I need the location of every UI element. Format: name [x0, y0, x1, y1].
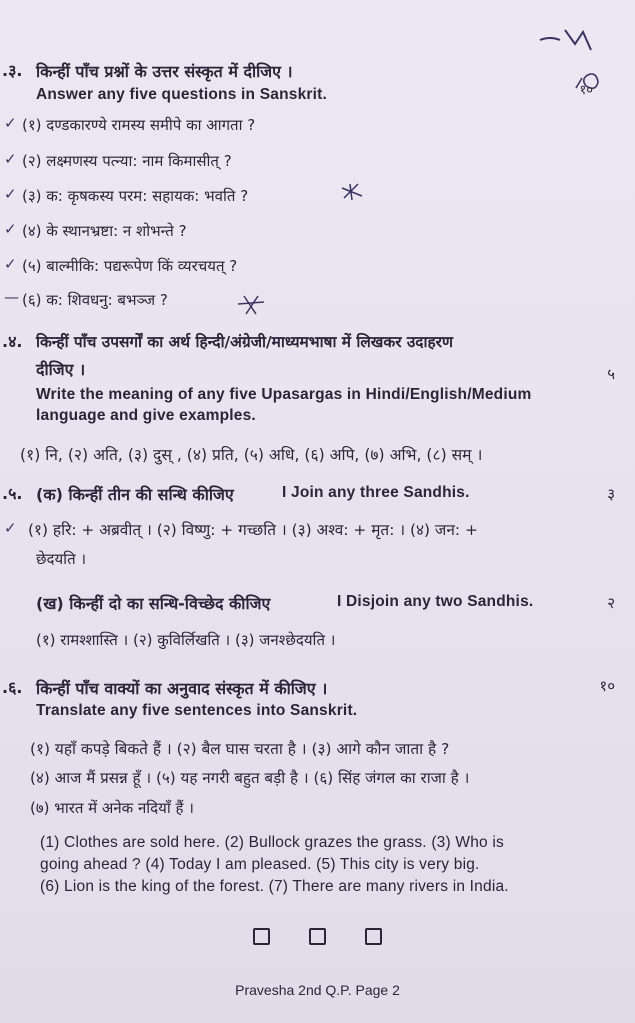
page-footer: Pravesha 2nd Q.P. Page 2 [235, 982, 400, 998]
q6-hindi-sentences-line2: (४) आज मैं प्रसन्न हूँ । (५) यह नगरी बहुत बड़ी है । (६) सिंह जंगल का राजा है । [30, 769, 470, 787]
q3-item-6: (६) क: शिवधनु: बभञ्ज ? [22, 291, 168, 309]
q3-instruction-english: Answer any five questions in Sanskrit. [36, 86, 327, 103]
q6-marks: १० [599, 677, 615, 695]
tick-mark: ✓ [4, 519, 17, 537]
q5b-instruction-hindi: (ख) किन्हीं दो का सन्धि-विच्छेद कीजिए [36, 594, 271, 613]
q3-item-4: (४) के स्थानभ्रष्टा: न शोभन्ते ? [22, 222, 187, 240]
square-icon [309, 928, 326, 945]
q4-number: .४. [2, 332, 23, 351]
q6-instruction-hindi: किन्हीं पाँच वाक्यों का अनुवाद संस्कृत में कीजिए । [36, 679, 328, 698]
tick-mark: ✓ [4, 114, 17, 132]
handwritten-mark-top-right [535, 22, 605, 62]
q6-english-sentences-line1: (1) Clothes are sold here. (2) Bullock grazes the grass. (3) Who is [40, 834, 504, 851]
q4-marks: ५ [607, 365, 615, 383]
star-mark [236, 294, 266, 316]
tick-mark: ✓ [4, 150, 17, 168]
q3-number: .३. [2, 61, 23, 80]
star-mark [340, 182, 364, 202]
q6-instruction-english: Translate any five sentences into Sanskrit. [36, 702, 358, 719]
square-icon [253, 928, 270, 945]
q4-upasarga-list: (१) नि, (२) अति, (३) दुस् , (४) प्रति, (५) अधि, (६) अपि, (७) अभि, (८) सम् । [20, 446, 483, 464]
q6-hindi-sentences-line3: (७) भारत में अनेक नदियाँ हैं । [30, 799, 194, 817]
q3-marks: १० [579, 83, 593, 98]
q3-item-3: (३) क: कृषकस्य परम: सहायक: भवति ? [22, 187, 249, 205]
q4-instruction-english-line1: Write the meaning of any five Upasargas in Hindi/English/Medium [36, 386, 532, 403]
end-marker-boxes [0, 928, 635, 949]
tick-mark: ✓ [4, 185, 17, 203]
q3-item-2: (२) लक्ष्मणस्य पत्न्या: नाम किमासीत् ? [22, 152, 232, 170]
dash-mark: — [4, 288, 19, 306]
q6-english-sentences-line2: going ahead ? (4) Today I am pleased. (5) This city is very big. [40, 856, 480, 873]
q6-number: .६. [2, 678, 23, 697]
q5b-marks: २ [607, 594, 615, 612]
tick-mark: ✓ [4, 255, 17, 273]
q5-number: .५. [2, 484, 23, 503]
q5b-disjoin-list: (१) रामश्शास्ति । (२) कुविर्लिखति । (३) जनश्छेदयति । [36, 631, 336, 649]
q4-instruction-english-line2: language and give examples. [36, 407, 256, 424]
q5a-instruction-english: I Join any three Sandhis. [282, 484, 470, 501]
q6-english-sentences-line3: (6) Lion is the king of the forest. (7) There are many rivers in India. [40, 878, 509, 895]
q5a-marks: ३ [607, 485, 615, 503]
q3-item-1: (१) दण्डकारण्ये रामस्य समीपे का आगता ? [22, 116, 256, 134]
q3-instruction-hindi: किन्हीं पाँच प्रश्नों के उत्तर संस्कृत में दीजिए । [36, 62, 293, 81]
q5a-sandhi-list-line1: (१) हरि: + अब्रवीत् । (२) विष्णु: + गच्छति । (३) अश्व: + मृत: । (४) जन: + [28, 521, 478, 539]
q6-hindi-sentences-line1: (१) यहाँ कपड़े बिकते हैं । (२) बैल घास चरता है । (३) आगे कौन जाता है ? [30, 740, 450, 758]
q5b-instruction-english: I Disjoin any two Sandhis. [337, 593, 534, 610]
q5a-sandhi-list-line2: छेदयति । [36, 550, 87, 568]
square-icon [365, 928, 382, 945]
tick-mark: ✓ [4, 220, 17, 238]
q3-item-5: (५) बाल्मीकि: पद्यरूपेण किं व्यरचयत् ? [22, 257, 238, 275]
q4-instruction-hindi-line1: किन्हीं पाँच उपसर्गों का अर्थ हिन्दी/अंग्रेजी/माध्यमभाषा में लिखकर उदाहरण [36, 333, 454, 351]
q4-instruction-hindi-line2: दीजिए । [36, 360, 86, 379]
q5a-instruction-hindi: (क) किन्हीं तीन की सन्धि कीजिए [36, 485, 234, 504]
